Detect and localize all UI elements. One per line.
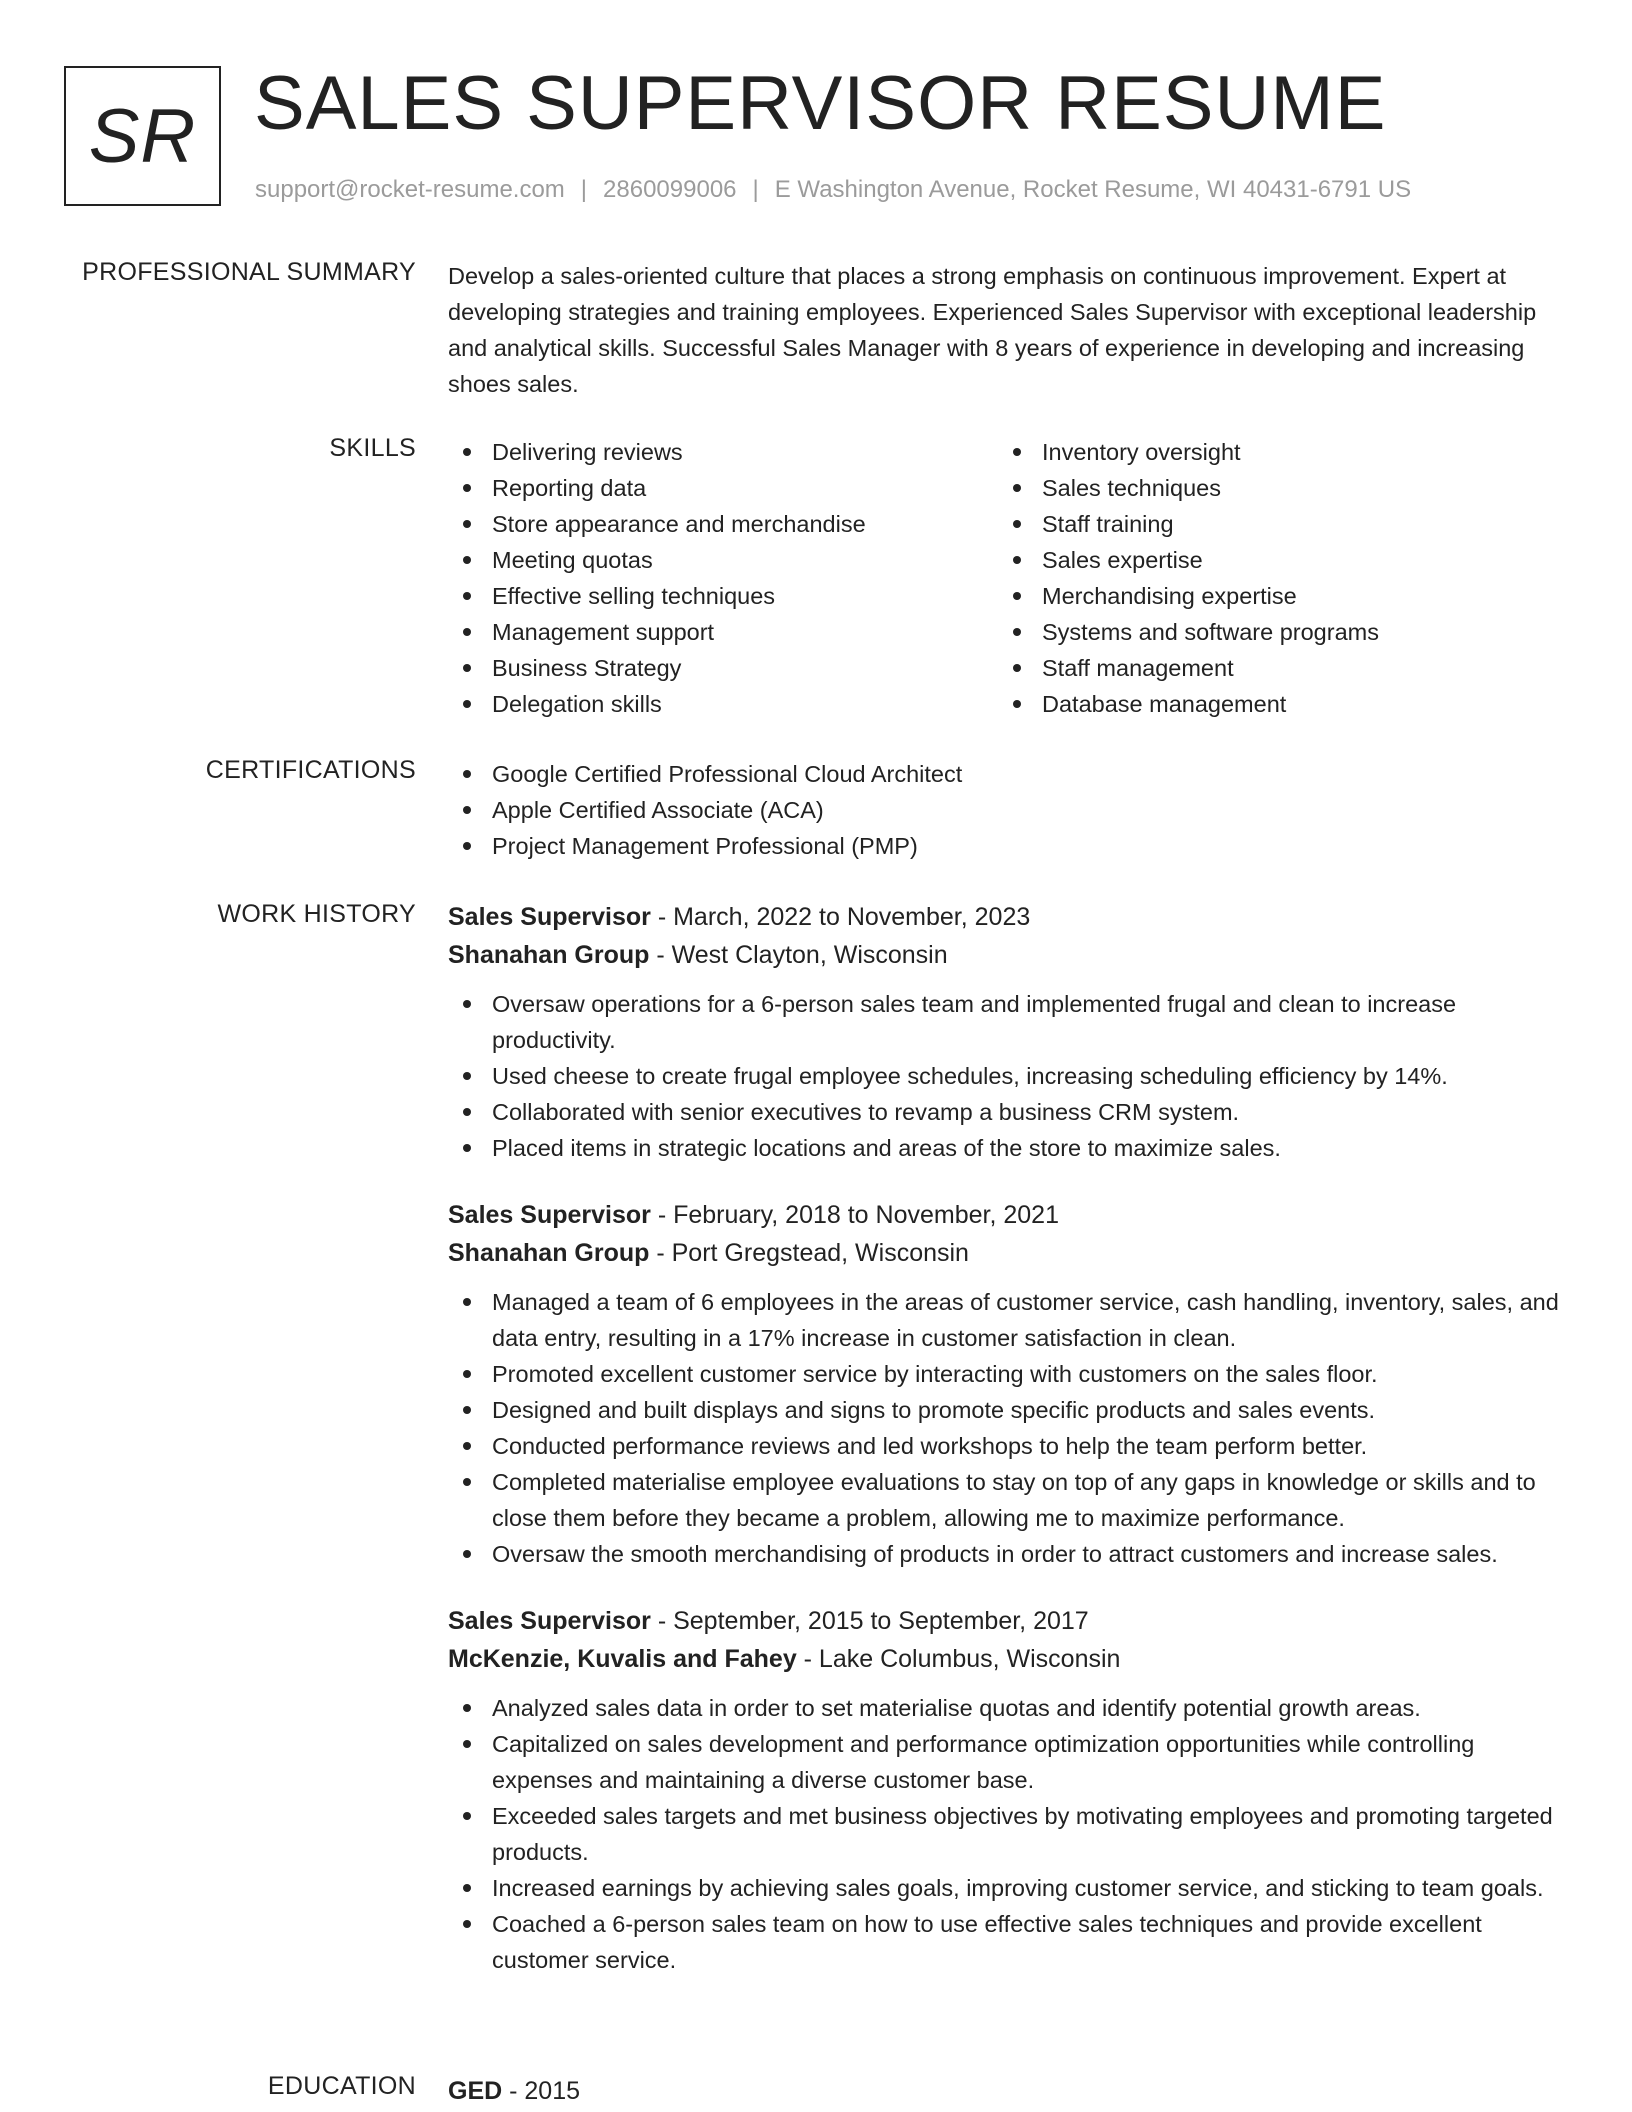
list-item: Project Management Professional (PMP)	[448, 828, 1568, 864]
list-item: Store appearance and merchandise	[448, 506, 998, 542]
job-title: Sales Supervisor	[448, 903, 651, 931]
list-item: Managed a team of 6 employees in the areas of customer service, cash handling, inventory, sales, and data entry, resulting in a 17% increase in customer satisfaction in clean.	[448, 1284, 1568, 1356]
list-item: Conducted performance reviews and led workshops to help the team perform better.	[448, 1428, 1568, 1464]
list-item: Designed and built displays and signs to promote specific products and sales events.	[448, 1392, 1568, 1428]
job-title-line	[448, 1196, 1568, 1234]
resume-header	[64, 61, 1584, 214]
section-label: EDUCATION	[267, 2072, 416, 2100]
degree: GED	[448, 2077, 503, 2105]
list-item: Apple Certified Associate (ACA)	[448, 792, 1568, 828]
job-bullets	[448, 1284, 1568, 1572]
list-item: Database management	[998, 686, 1548, 722]
contact-separator: |	[580, 176, 588, 203]
list-item: Inventory oversight	[998, 434, 1548, 470]
job-title: Sales Supervisor	[448, 1201, 651, 1229]
skills-list-left	[448, 434, 998, 722]
skills-list-right	[998, 434, 1548, 722]
company-line	[448, 1234, 1568, 1272]
list-item: Effective selling techniques	[448, 578, 998, 614]
job-entry	[448, 1602, 1568, 1978]
list-item: Merchandising expertise	[998, 578, 1548, 614]
list-item: Management support	[448, 614, 998, 650]
list-item: Reporting data	[448, 470, 998, 506]
company-line	[448, 936, 1568, 974]
job-bullets	[448, 1690, 1568, 1978]
contact-line	[255, 176, 1411, 204]
company-line	[448, 1640, 1568, 1678]
job-title: Sales Supervisor	[448, 1607, 651, 1635]
list-item: Sales expertise	[998, 542, 1548, 578]
company-name: McKenzie, Kuvalis and Fahey	[448, 1645, 797, 1673]
list-item: Capitalized on sales development and performance optimization opportunities while controlling expenses and maintaining a diverse customer base.	[448, 1726, 1568, 1798]
list-item: Google Certified Professional Cloud Architect	[448, 756, 1568, 792]
education-year: - 2015	[502, 2077, 581, 2105]
list-item: Exceeded sales targets and met business objectives by motivating employees and promoting targeted products.	[448, 1798, 1568, 1870]
list-item: Business Strategy	[448, 650, 998, 686]
section-label: WORK HISTORY	[217, 900, 416, 928]
job-dates: - February, 2018 to November, 2021	[650, 1201, 1059, 1229]
list-item: Placed items in strategic locations and areas of the store to maximize sales.	[448, 1130, 1568, 1166]
company-location: - West Clayton, Wisconsin	[649, 941, 948, 969]
company-name: Shanahan Group	[448, 941, 650, 969]
section-label: CERTIFICATIONS	[205, 756, 416, 784]
list-item: Completed materialise employee evaluations to stay on top of any gaps in knowledge or skills and to close them before they became a problem, allowing me to maximize performance.	[448, 1464, 1568, 1536]
list-item: Systems and software programs	[998, 614, 1548, 650]
contact-address: E Washington Avenue, Rocket Resume, WI 40431-6791 US	[774, 176, 1412, 203]
list-item: Staff management	[998, 650, 1548, 686]
contact-separator: |	[752, 176, 759, 203]
list-item: Oversaw operations for a 6-person sales team and implemented frugal and clean to increase productivity.	[448, 986, 1568, 1058]
job-entry	[448, 898, 1568, 1166]
list-item: Collaborated with senior executives to revamp a business CRM system.	[448, 1094, 1568, 1130]
job-entry	[448, 1196, 1568, 1572]
list-item: Delegation skills	[448, 686, 998, 722]
job-title-line	[448, 1602, 1568, 1640]
company-name: Shanahan Group	[448, 1239, 650, 1267]
contact-phone: 2860099006	[603, 176, 737, 203]
list-item: Meeting quotas	[448, 542, 998, 578]
job-dates: - September, 2015 to September, 2017	[650, 1607, 1089, 1635]
list-item: Sales techniques	[998, 470, 1548, 506]
list-item: Increased earnings by achieving sales goals, improving customer service, and sticking to team goals.	[448, 1870, 1568, 1906]
section-label: PROFESSIONAL SUMMARY	[82, 258, 416, 286]
initials-monogram: SR	[64, 66, 221, 206]
contact-email: support@rocket-resume.com	[255, 176, 565, 203]
list-item: Promoted excellent customer service by interacting with customers on the sales floor.	[448, 1356, 1568, 1392]
section-label: SKILLS	[329, 434, 416, 462]
resume-title: SALES SUPERVISOR RESUME	[254, 61, 1387, 146]
certifications-list	[448, 756, 1568, 864]
list-item: Delivering reviews	[448, 434, 998, 470]
list-item: Oversaw the smooth merchandising of products in order to attract customers and increase sales.	[448, 1536, 1568, 1572]
list-item: Used cheese to create frugal employee schedules, increasing scheduling efficiency by 14%.	[448, 1058, 1568, 1094]
list-item: Analyzed sales data in order to set materialise quotas and identify potential growth areas.	[448, 1690, 1568, 1726]
list-item: Staff training	[998, 506, 1548, 542]
summary-text: Develop a sales-oriented culture that places a strong emphasis on continuous improvement. Expert at developing strategies and training employees. Experienced Sales Supervisor with exceptional leadership and analytical skills. Successful Sales Manager with 8 years of experience in developing and increasing shoes sales.	[448, 263, 1537, 397]
company-location: - Port Gregstead, Wisconsin	[649, 1239, 969, 1267]
list-item: Coached a 6-person sales team on how to use effective sales techniques and provide excellent customer service.	[448, 1906, 1568, 1978]
job-title-line	[448, 898, 1568, 936]
education-line	[448, 2072, 1568, 2110]
job-dates: - March, 2022 to November, 2023	[650, 903, 1031, 931]
company-location: - Lake Columbus, Wisconsin	[796, 1645, 1121, 1673]
job-bullets	[448, 986, 1568, 1166]
